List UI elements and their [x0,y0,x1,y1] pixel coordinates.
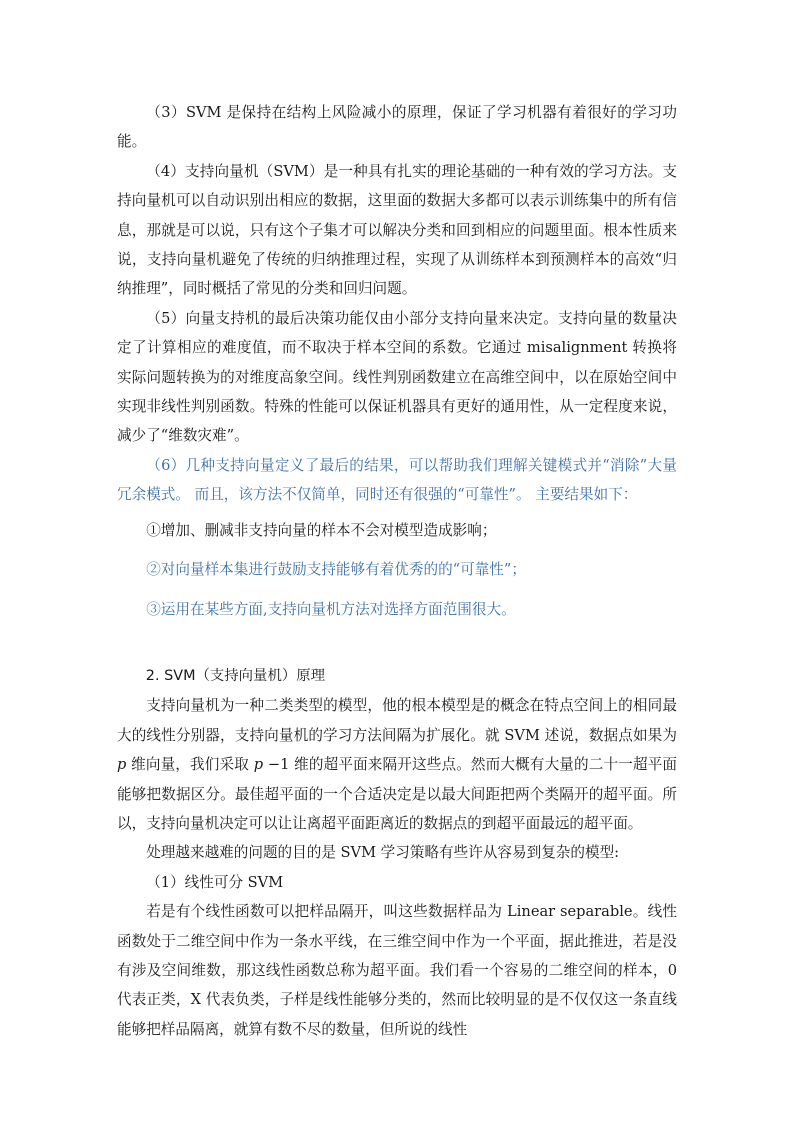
section-paragraph-3: 若是有个线性函数可以把样品隔开，叫这些数据样品为 Linear separable。线性函数处于二维空间中作为一条水平线，在三维空间中作为一个平面，据此推进，若是没有涉及空间维数，那这线性函数总称为超平面。我们看一个容易的二维空间的样本，0 代表正类，X 代表负类，子样是线性能够分类的，然而比较明显的是不仅仅这一条直线能够把样品隔离，就算有数不尽的数量，但所说的线性 [117,903,677,1038]
result-item-3: ③运用在某些方面,支持向量机方法对选择方面范围很大。 [146,600,516,618]
document-page [117,0,677,1044]
paragraph-6: （6）几种支持向量定义了最后的结果，可以帮助我们理解关键模式并“消除”大量冗余模式。 而且，该方法不仅简单，同时还有很强的“可靠性”。 主要结果如下： [117,456,677,504]
paragraph-5: （5）向量支持机的最后决策功能仅由小部分支持向量来决定。支持向量的数量决定了计算相应的难度值，而不取决于样本空间的系数。它通过 misalignment 转换将实际问题转换为的对维度高象空间。线性判别函数建立在高维空间中，以在原始空间中实现非线性判别函数。特殊的性能可以保证机器具有更好的通用性，从一定程度来说，减少了“维数灾难”。 [117,309,677,445]
section-paragraph-1: 支持向量机为一种二类类型的模型，他的根本模型是的概念在特点空间上的相同最大的线性分别器，支持向量机的学习方法间隔为扩展化。就 SVM 述说，数据点如果为 p 维向量，我们采取 p −1 维的超平面来隔开这些点。然而大概有大量的二十一超平面能够把数据区分。最佳超平面的一个合适决定是以最大间距把两个类隔开的超平面。所以，支持向量机决定可以让让离超平面距离近的数据点的到超平面最远的超平面。 [117,697,678,832]
subsection-title: （1）线性可分 SVM [146,873,284,891]
paragraph-4: （4）支持向量机（SVM）是一种具有扎实的理论基础的一种有效的学习方法。支持向量机可以自动识别出相应的数据，这里面的数据大多都可以表示训练集中的所有信息，那就是可以说，只有这个子集才可以解决分类和回到相应的问题里面。根本性质来说，支持向量机避免了传统的归纳推理过程，实现了从训练样本到预测样本的高效“归纳推理”，同时概括了常见的分类和回归问题。 [117,162,677,298]
section-paragraph-2: 处理越来越难的问题的目的是 SVM 学习策略有些许从容易到复杂的模型: [146,844,620,862]
section-heading: 2. SVM（支持向量机）原理 [145,667,326,684]
result-item-1: ①增加、删减非支持向量的样本不会对模型造成影响； [146,521,497,539]
paragraph-3: （3）SVM 是保持在结构上风险减小的原理，保证了学习机器有着很好的学习功能。 [117,104,677,151]
result-item-2: ②对向量样本集进行鼓励支持能够有着优秀的的“可靠性”； [146,561,526,579]
